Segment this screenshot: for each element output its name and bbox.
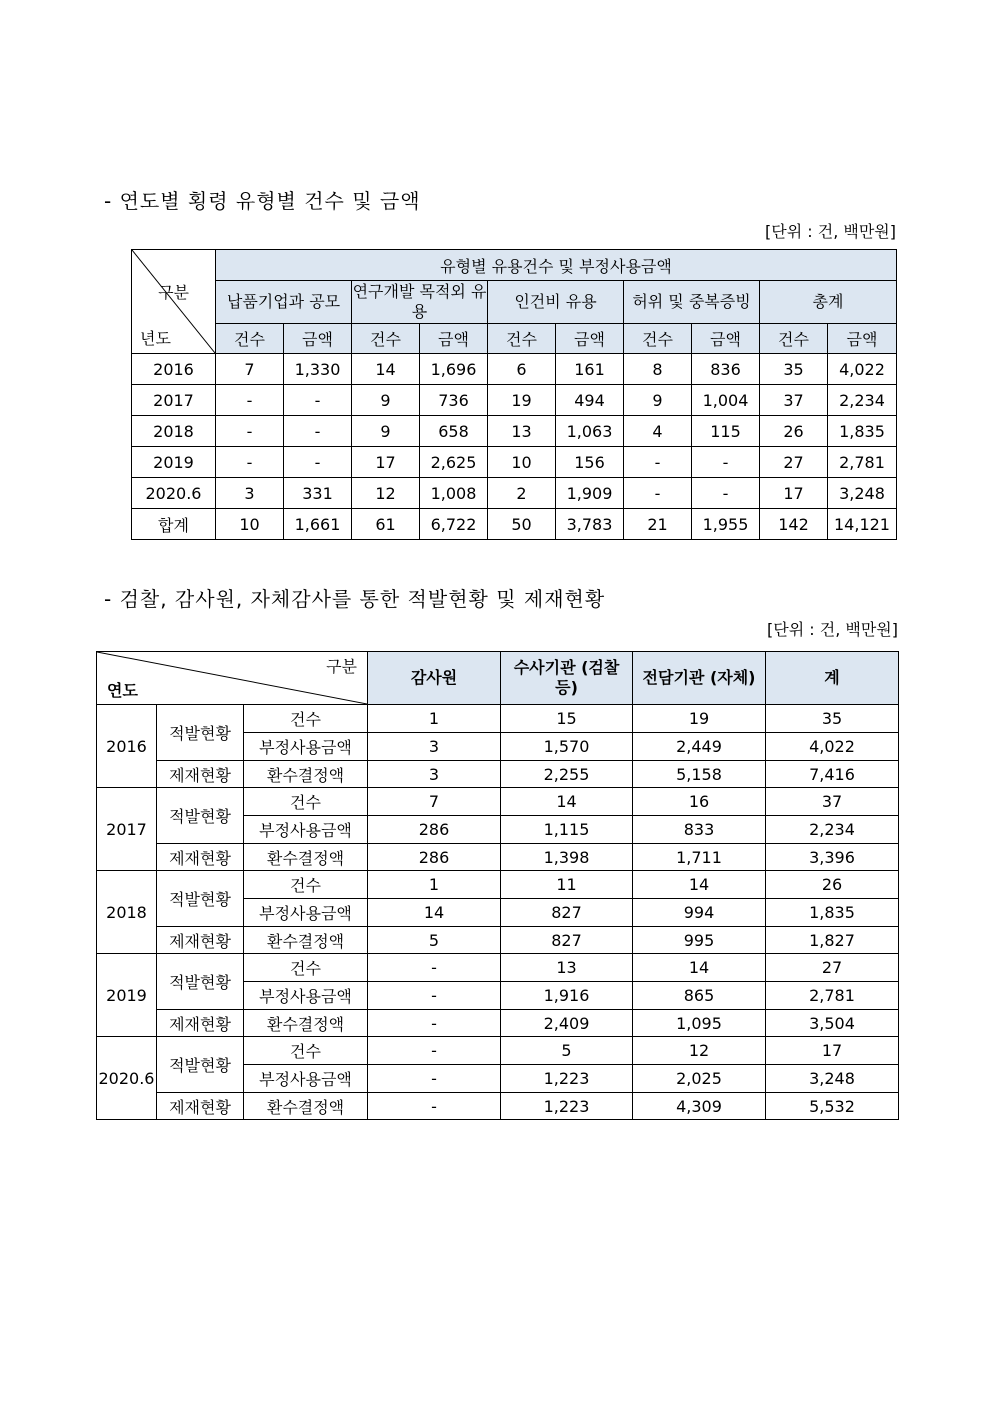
value-cell: 1 — [368, 705, 501, 733]
value-cell: 14 — [501, 788, 633, 816]
value-cell: 331 — [284, 478, 352, 509]
count-label: 건수 — [244, 705, 368, 733]
value-cell: 1,696 — [420, 354, 488, 385]
value-cell: 35 — [766, 705, 899, 733]
value-cell: 14 — [368, 899, 501, 927]
value-cell: 1,909 — [556, 478, 624, 509]
value-cell: 1,008 — [420, 478, 488, 509]
value-cell: 142 — [760, 509, 828, 540]
column-header: 계 — [766, 652, 899, 705]
table-row — [97, 1010, 899, 1037]
value-cell: - — [216, 447, 284, 478]
value-cell: 35 — [760, 354, 828, 385]
sub-header-amount: 금액 — [828, 324, 897, 354]
table-row — [132, 447, 897, 478]
value-cell: 2,781 — [766, 982, 899, 1010]
value-cell: - — [624, 478, 692, 509]
value-cell: 2,625 — [420, 447, 488, 478]
value-cell: 658 — [420, 416, 488, 447]
section2-unit: [단위 : 건, 백만원] — [767, 620, 898, 639]
corner-label-year: 연도 — [107, 681, 138, 700]
value-cell: 3,248 — [766, 1065, 899, 1093]
value-cell: 37 — [766, 788, 899, 816]
value-cell: 736 — [420, 385, 488, 416]
category-header: 허위 및 중복증빙 — [624, 281, 760, 324]
section1-title: - 연도별 횡령 유형별 건수 및 금액 — [104, 189, 421, 213]
value-cell: 2,255 — [501, 761, 633, 788]
value-cell: 3,396 — [766, 844, 899, 871]
value-cell: 5 — [368, 927, 501, 954]
group-header: 유형별 유용건수 및 부정사용금액 — [216, 250, 897, 281]
year-cell: 2016 — [97, 705, 157, 788]
value-cell: 16 — [633, 788, 766, 816]
sanction-label: 제재현황 — [157, 927, 244, 954]
value-cell: 3 — [368, 733, 501, 761]
value-cell: - — [368, 954, 501, 982]
value-cell: 115 — [692, 416, 760, 447]
value-cell: 994 — [633, 899, 766, 927]
table-row — [132, 478, 897, 509]
table-row — [132, 385, 897, 416]
value-cell: 865 — [633, 982, 766, 1010]
count-label: 건수 — [244, 954, 368, 982]
value-cell: 13 — [488, 416, 556, 447]
value-cell: 27 — [760, 447, 828, 478]
value-cell: 494 — [556, 385, 624, 416]
table-row — [97, 761, 899, 788]
value-cell: 286 — [368, 844, 501, 871]
value-cell: 8 — [624, 354, 692, 385]
detect-label: 적발현황 — [157, 788, 244, 844]
value-cell: 3,504 — [766, 1010, 899, 1037]
value-cell: 5,532 — [766, 1093, 899, 1120]
detection-sanction-table — [96, 651, 899, 1120]
value-cell: 995 — [633, 927, 766, 954]
value-cell: 1,827 — [766, 927, 899, 954]
value-cell: - — [216, 416, 284, 447]
table-row — [97, 705, 899, 733]
value-cell: 5,158 — [633, 761, 766, 788]
value-cell: 1,330 — [284, 354, 352, 385]
value-cell: 2,234 — [828, 385, 897, 416]
table-row — [97, 788, 899, 816]
value-cell: - — [624, 447, 692, 478]
year-cell: 2019 — [97, 954, 157, 1037]
sanction-label: 제재현황 — [157, 1010, 244, 1037]
value-cell: 9 — [352, 385, 420, 416]
count-label: 건수 — [244, 871, 368, 899]
column-header: 감사원 — [368, 652, 501, 705]
value-cell: 1,398 — [501, 844, 633, 871]
sanction-label: 제재현황 — [157, 1093, 244, 1120]
value-cell: 827 — [501, 927, 633, 954]
value-cell: - — [368, 1037, 501, 1065]
value-cell: 7 — [216, 354, 284, 385]
value-cell: 3,248 — [828, 478, 897, 509]
table-row — [97, 954, 899, 982]
misuse-label: 부정사용금액 — [244, 899, 368, 927]
value-cell: 6,722 — [420, 509, 488, 540]
value-cell: 10 — [216, 509, 284, 540]
table-row — [97, 844, 899, 871]
table-row — [132, 416, 897, 447]
count-label: 건수 — [244, 1037, 368, 1065]
sub-header-amount: 금액 — [284, 324, 352, 354]
value-cell: 1,223 — [501, 1065, 633, 1093]
value-cell: 2,449 — [633, 733, 766, 761]
value-cell: 15 — [501, 705, 633, 733]
year-cell: 2019 — [132, 447, 216, 478]
count-label: 건수 — [244, 788, 368, 816]
value-cell: - — [692, 478, 760, 509]
value-cell: 1,661 — [284, 509, 352, 540]
value-cell: 3 — [216, 478, 284, 509]
sub-header-amount: 금액 — [420, 324, 488, 354]
value-cell: 6 — [488, 354, 556, 385]
corner-cell — [132, 250, 216, 354]
value-cell: 3 — [368, 761, 501, 788]
value-cell: 19 — [633, 705, 766, 733]
value-cell: 1,115 — [501, 816, 633, 844]
value-cell: 21 — [624, 509, 692, 540]
value-cell: 5 — [501, 1037, 633, 1065]
value-cell: 161 — [556, 354, 624, 385]
table-row — [97, 871, 899, 899]
value-cell: 4 — [624, 416, 692, 447]
value-cell: - — [284, 447, 352, 478]
category-header: 연구개발 목적외 유용 — [352, 281, 488, 324]
value-cell: 10 — [488, 447, 556, 478]
value-cell: 1,095 — [633, 1010, 766, 1037]
value-cell: 2,781 — [828, 447, 897, 478]
value-cell: 1 — [368, 871, 501, 899]
category-header: 총계 — [760, 281, 897, 324]
section1-unit: [단위 : 건, 백만원] — [765, 222, 896, 241]
section2-title: - 검찰, 감사원, 자체감사를 통한 적발현황 및 제재현황 — [104, 587, 606, 611]
value-cell: 1,570 — [501, 733, 633, 761]
table-row — [97, 1093, 899, 1120]
value-cell: 1,835 — [766, 899, 899, 927]
value-cell: 14,121 — [828, 509, 897, 540]
value-cell: 833 — [633, 816, 766, 844]
value-cell: - — [692, 447, 760, 478]
value-cell: 2,025 — [633, 1065, 766, 1093]
recover-label: 환수결정액 — [244, 927, 368, 954]
value-cell: 9 — [624, 385, 692, 416]
recover-label: 환수결정액 — [244, 1093, 368, 1120]
value-cell: - — [284, 416, 352, 447]
column-header: 전담기관 (자체) — [633, 652, 766, 705]
value-cell: 1,835 — [828, 416, 897, 447]
year-cell: 2018 — [132, 416, 216, 447]
table-row — [97, 1037, 899, 1065]
corner-cell — [97, 652, 368, 705]
value-cell: 12 — [633, 1037, 766, 1065]
value-cell: - — [216, 385, 284, 416]
sub-header-amount: 금액 — [692, 324, 760, 354]
corner-label-year: 년도 — [140, 329, 171, 348]
value-cell: 61 — [352, 509, 420, 540]
year-cell: 2017 — [132, 385, 216, 416]
sub-header-count: 건수 — [624, 324, 692, 354]
embezzlement-type-table — [131, 249, 897, 540]
corner-label-category: 구분 — [158, 283, 189, 302]
sub-header-count: 건수 — [216, 324, 284, 354]
value-cell: - — [368, 982, 501, 1010]
value-cell: 50 — [488, 509, 556, 540]
year-cell: 합계 — [132, 509, 216, 540]
year-cell: 2020.6 — [97, 1037, 157, 1120]
sanction-label: 제재현황 — [157, 761, 244, 788]
value-cell: 156 — [556, 447, 624, 478]
value-cell: - — [368, 1065, 501, 1093]
sub-header-count: 건수 — [352, 324, 420, 354]
value-cell: 14 — [352, 354, 420, 385]
table-row — [132, 354, 897, 385]
value-cell: 1,916 — [501, 982, 633, 1010]
value-cell: 14 — [633, 871, 766, 899]
value-cell: 2,234 — [766, 816, 899, 844]
value-cell: 7 — [368, 788, 501, 816]
misuse-label: 부정사용금액 — [244, 982, 368, 1010]
recover-label: 환수결정액 — [244, 761, 368, 788]
value-cell: 836 — [692, 354, 760, 385]
value-cell: 1,711 — [633, 844, 766, 871]
value-cell: 4,022 — [766, 733, 899, 761]
value-cell: - — [284, 385, 352, 416]
detect-label: 적발현황 — [157, 954, 244, 1010]
value-cell: 286 — [368, 816, 501, 844]
value-cell: 11 — [501, 871, 633, 899]
detect-label: 적발현황 — [157, 705, 244, 761]
value-cell: 827 — [501, 899, 633, 927]
value-cell: 17 — [760, 478, 828, 509]
value-cell: 1,223 — [501, 1093, 633, 1120]
value-cell: 14 — [633, 954, 766, 982]
value-cell: 1,004 — [692, 385, 760, 416]
misuse-label: 부정사용금액 — [244, 1065, 368, 1093]
value-cell: 26 — [760, 416, 828, 447]
detect-label: 적발현황 — [157, 1037, 244, 1093]
category-header: 납품기업과 공모 — [216, 281, 352, 324]
value-cell: 37 — [760, 385, 828, 416]
detect-label: 적발현황 — [157, 871, 244, 927]
recover-label: 환수결정액 — [244, 1010, 368, 1037]
table-row — [97, 927, 899, 954]
recover-label: 환수결정액 — [244, 844, 368, 871]
value-cell: - — [368, 1093, 501, 1120]
value-cell: 26 — [766, 871, 899, 899]
value-cell: 1,063 — [556, 416, 624, 447]
value-cell: 7,416 — [766, 761, 899, 788]
sub-header-count: 건수 — [760, 324, 828, 354]
category-header: 인건비 유용 — [488, 281, 624, 324]
value-cell: 2 — [488, 478, 556, 509]
year-cell: 2020.6 — [132, 478, 216, 509]
year-cell: 2018 — [97, 871, 157, 954]
corner-label-category: 구분 — [326, 657, 358, 676]
value-cell: 13 — [501, 954, 633, 982]
table-row — [132, 509, 897, 540]
value-cell: 1,955 — [692, 509, 760, 540]
value-cell: 2,409 — [501, 1010, 633, 1037]
sub-header-amount: 금액 — [556, 324, 624, 354]
value-cell: - — [368, 1010, 501, 1037]
value-cell: 4,022 — [828, 354, 897, 385]
value-cell: 9 — [352, 416, 420, 447]
value-cell: 4,309 — [633, 1093, 766, 1120]
value-cell: 3,783 — [556, 509, 624, 540]
year-cell: 2017 — [97, 788, 157, 871]
value-cell: 27 — [766, 954, 899, 982]
value-cell: 19 — [488, 385, 556, 416]
misuse-label: 부정사용금액 — [244, 733, 368, 761]
misuse-label: 부정사용금액 — [244, 816, 368, 844]
sanction-label: 제재현황 — [157, 844, 244, 871]
value-cell: 17 — [766, 1037, 899, 1065]
value-cell: 12 — [352, 478, 420, 509]
column-header: 수사기관 (검찰 등) — [501, 652, 633, 705]
year-cell: 2016 — [132, 354, 216, 385]
value-cell: 17 — [352, 447, 420, 478]
sub-header-count: 건수 — [488, 324, 556, 354]
